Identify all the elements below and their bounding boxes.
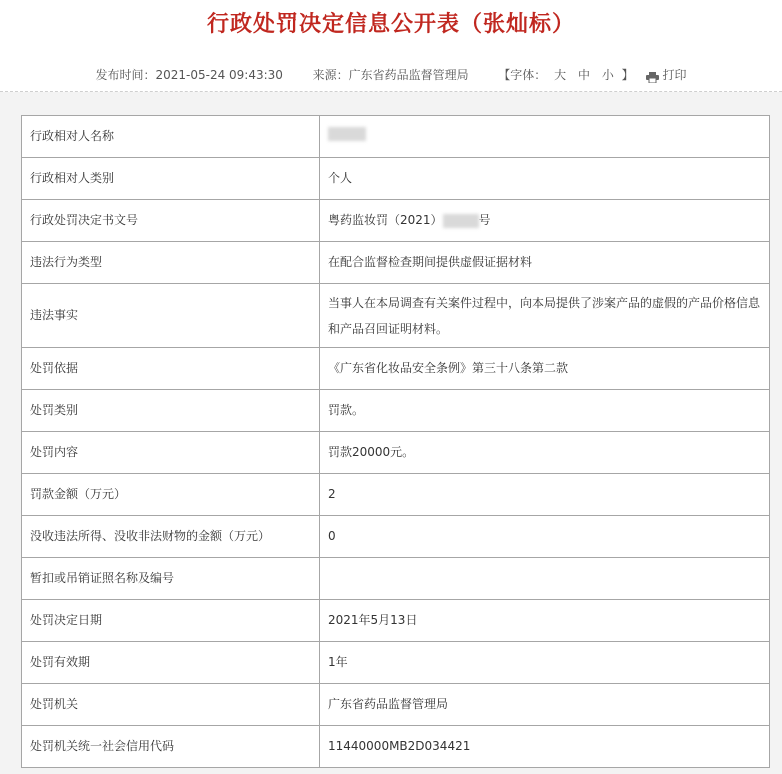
row-value: 当事人在本局调查有关案件过程中，向本局提供了涉案产品的虚假的产品价格信息和产品召回证明材料。 (320, 284, 770, 348)
row-key: 暂扣或吊销证照名称及编号 (22, 558, 320, 600)
table-row (22, 642, 770, 684)
table-row (22, 726, 770, 768)
row-value: 1年 (320, 642, 770, 684)
row-key: 处罚类别 (22, 390, 320, 432)
redacted-number (443, 214, 479, 228)
font-size-small-button[interactable]: 小 (601, 67, 614, 82)
row-key: 处罚内容 (22, 432, 320, 474)
table-row (22, 284, 770, 348)
row-value: 11440000MB2D034421 (320, 726, 770, 768)
row-key: 违法行为类型 (22, 242, 320, 284)
row-value: 罚款20000元。 (320, 432, 770, 474)
row-value (320, 200, 770, 242)
row-value: 《广东省化妆品安全条例》第三十八条第二款 (320, 348, 770, 390)
row-value: 2021年5月13日 (320, 600, 770, 642)
row-key: 处罚依据 (22, 348, 320, 390)
redacted-name (328, 127, 366, 141)
table-row (22, 390, 770, 432)
row-value (320, 116, 770, 158)
publish-time: 2021-05-24 09:43:30 (155, 67, 283, 82)
decision-number-prefix: 粤药监妆罚（2021） (328, 213, 443, 227)
table-row (22, 432, 770, 474)
table-row (22, 474, 770, 516)
source-name: 广东省药品监督管理局 (348, 67, 469, 82)
row-key: 处罚机关统一社会信用代码 (22, 726, 320, 768)
table-row (22, 684, 770, 726)
printer-icon[interactable] (646, 69, 659, 80)
font-size-close: 】 (621, 67, 634, 82)
table-row (22, 242, 770, 284)
source-label: 来源： (312, 67, 349, 82)
row-key: 没收违法所得、没收非法财物的金额（万元） (22, 516, 320, 558)
row-value: 个人 (320, 158, 770, 200)
font-size-label: 【字体： (498, 67, 547, 82)
penalty-info-table (21, 115, 770, 768)
row-value (320, 558, 770, 600)
row-key: 行政相对人类别 (22, 158, 320, 200)
page-title: 行政处罚决定信息公开表（张灿标） (206, 12, 575, 37)
row-key: 违法事实 (22, 284, 320, 348)
decision-number-suffix: 号 (478, 213, 491, 227)
row-key: 行政相对人名称 (22, 116, 320, 158)
table-row (22, 116, 770, 158)
table-row (22, 558, 770, 600)
row-value: 在配合监督检查期间提供虚假证据材料 (320, 242, 770, 284)
table-row (22, 516, 770, 558)
row-key: 罚款金额（万元） (22, 474, 320, 516)
table-row (22, 158, 770, 200)
row-key: 处罚机关 (22, 684, 320, 726)
row-value: 2 (320, 474, 770, 516)
table-row (22, 200, 770, 242)
font-size-medium-button[interactable]: 中 (577, 67, 590, 82)
font-size-large-button[interactable]: 大 (554, 67, 567, 82)
row-value: 广东省药品监督管理局 (320, 684, 770, 726)
print-button[interactable]: 打印 (662, 67, 687, 82)
table-row (22, 600, 770, 642)
row-value: 0 (320, 516, 770, 558)
table-row (22, 348, 770, 390)
row-value: 罚款。 (320, 390, 770, 432)
row-key: 处罚决定日期 (22, 600, 320, 642)
article-meta (0, 64, 782, 85)
publish-time-label: 发布时间： (95, 67, 156, 82)
row-key: 行政处罚决定书文号 (22, 200, 320, 242)
row-key: 处罚有效期 (22, 642, 320, 684)
